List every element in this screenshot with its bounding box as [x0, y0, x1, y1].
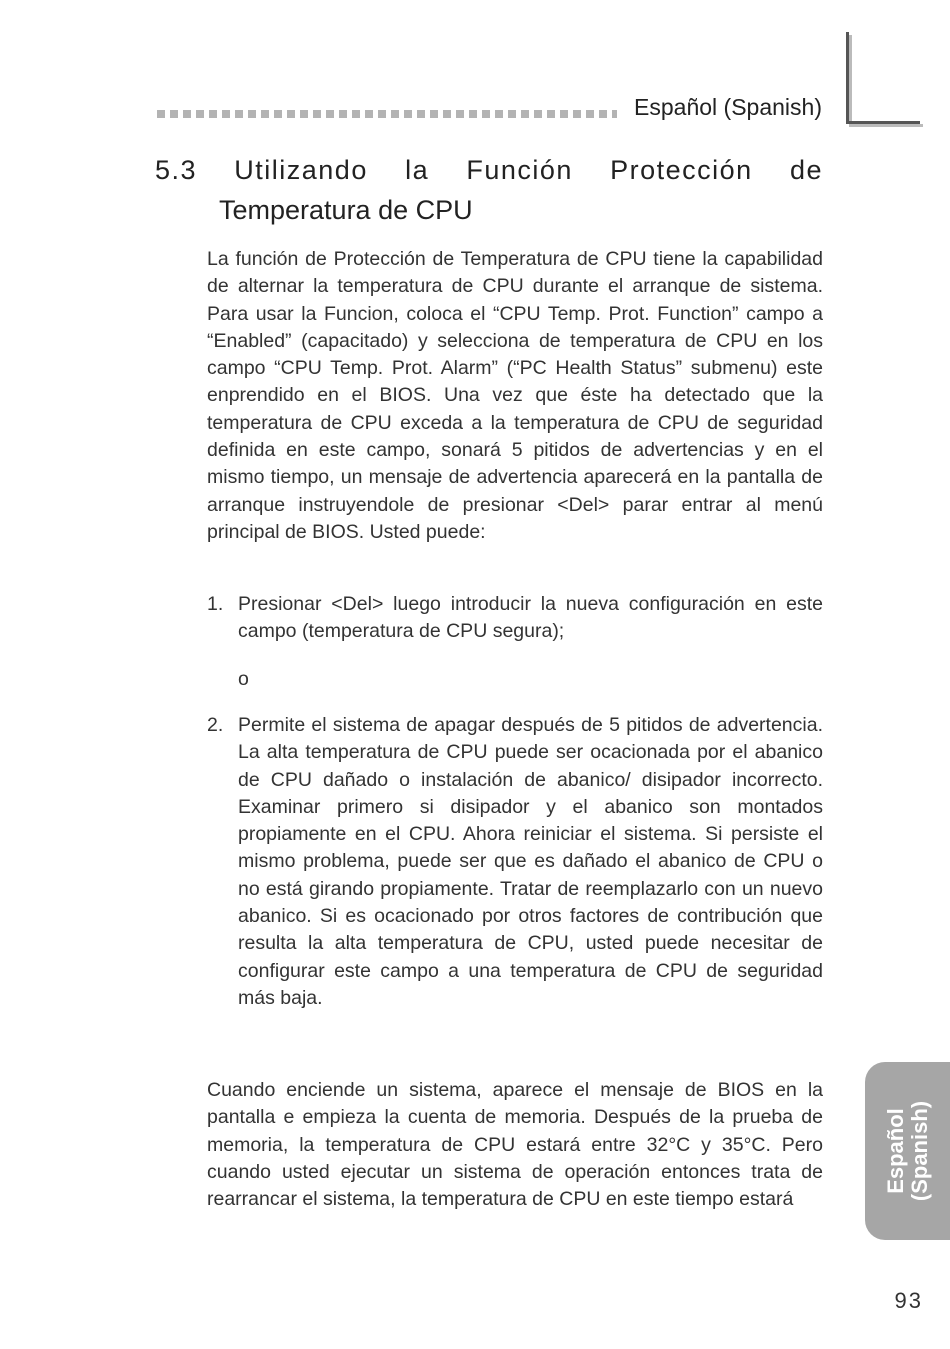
rule-dot	[287, 110, 295, 118]
rule-dot	[274, 110, 282, 118]
rule-dot	[521, 110, 529, 118]
or-separator: o	[238, 668, 249, 690]
list-item	[207, 712, 823, 1012]
rule-dot	[612, 110, 617, 118]
title-word: la	[405, 155, 430, 185]
rule-dot	[313, 110, 321, 118]
header-dot-rule	[157, 110, 617, 119]
rule-dot	[378, 110, 386, 118]
rule-dot	[456, 110, 464, 118]
intro-paragraph: La función de Protección de Temperatura de CPU tiene la capabilidad de alternar la temperatura de CPU durante el arranque de sistema. Para usar la Funcion, coloca el “CPU Temp. Prot. Function” campo a “Enabled” (capacitado) y selecciona de temperatura de CPU en los campo “CPU Temp. Prot. Alarm” (“PC Health Status” submenu) este enprendido en el BIOS. Una vez que éste ha detectado que la temperatura de CPU exceda a la temperatura de CPU de seguridad definida en este campo, sonará 5 pitidos de advertencias y en el mismo tiempo, un mensaje de advertencia aparecerá en la pantalla de arranque instruyendole de presionar <Del> parar entrar al menú principal de BIOS. Usted puede:	[207, 248, 823, 543]
rule-dot	[235, 110, 243, 118]
title-word: Protección	[610, 155, 753, 185]
rule-dot	[508, 110, 516, 118]
language-side-tab	[865, 1062, 950, 1240]
rule-dot	[339, 110, 347, 118]
rule-dot	[560, 110, 568, 118]
list-text: Permite el sistema de apagar después de 5 pitidos de advertencia. La alta temperatura de CPU puede ser ocacionada por el abanico de CPU dañado o instalación de abanico/ disipador incorrecto. Examinar primero si disipador y el abanico son montados propiamente en el CPU. Ahora reiniciar el sistema. Si persiste el mismo problema, puede ser que es dañado el abanico de CPU o no está girando propiamente. Tratar de reemplazarlo con un nuevo abanico. Si es ocacionado por otros factores de contribución que resulta la alta temperatura de CPU, usted puede necesitar de configurar este campo a una temperatura de CPU de seguridad más baja.	[238, 714, 823, 1009]
rule-dot	[586, 110, 594, 118]
rule-dot	[404, 110, 412, 118]
section-title	[155, 150, 823, 230]
rule-dot	[599, 110, 607, 118]
rule-dot	[209, 110, 217, 118]
rule-dot	[300, 110, 308, 118]
page-number: 93	[894, 1288, 923, 1313]
section-title-line1	[155, 150, 823, 190]
rule-dot	[443, 110, 451, 118]
rule-dot	[248, 110, 256, 118]
header-language-label: Español (Spanish)	[634, 94, 822, 120]
rule-dot	[482, 110, 490, 118]
rule-dot	[469, 110, 477, 118]
rule-dot	[430, 110, 438, 118]
side-tab-line2: (Spanish)	[906, 1100, 932, 1202]
title-word: Utilizando	[234, 155, 368, 185]
rule-dot	[196, 110, 204, 118]
section-number: 5.3	[155, 155, 198, 185]
rule-dot	[157, 110, 165, 118]
side-tab-label	[884, 1101, 932, 1201]
rule-dot	[352, 110, 360, 118]
rule-dot	[170, 110, 178, 118]
list-number: 1.	[207, 593, 224, 615]
rule-dot	[573, 110, 581, 118]
rule-dot	[365, 110, 373, 118]
rule-dot	[261, 110, 269, 118]
closing-paragraph: Cuando enciende un sistema, aparece el mensaje de BIOS en la pantalla e empieza la cuenta de memoria. Después de la prueba de memoria, la temperatura de CPU estará entre 32°C y 35°C. Pero cuando usted ejecutar un sistema de operación entonces trata de rearrancar el sistema, la temperatura de CPU en este tiempo estará	[207, 1079, 823, 1211]
title-word: Función	[466, 155, 573, 185]
rule-dot	[534, 110, 542, 118]
list-number: 2.	[207, 714, 224, 736]
rule-dot	[547, 110, 555, 118]
section-title-line2: Temperatura de CPU	[219, 195, 473, 225]
rule-dot	[183, 110, 191, 118]
rule-dot	[391, 110, 399, 118]
list-item	[207, 591, 823, 646]
rule-dot	[222, 110, 230, 118]
list-text: Presionar <Del> luego introducir la nueva configuración en este campo (temperatura de CPU segura);	[238, 593, 823, 643]
rule-dot	[495, 110, 503, 118]
title-word: de	[789, 155, 823, 185]
corner-crop-mark	[846, 32, 920, 124]
side-tab-line1: Español	[882, 1108, 908, 1194]
rule-dot	[326, 110, 334, 118]
rule-dot	[417, 110, 425, 118]
